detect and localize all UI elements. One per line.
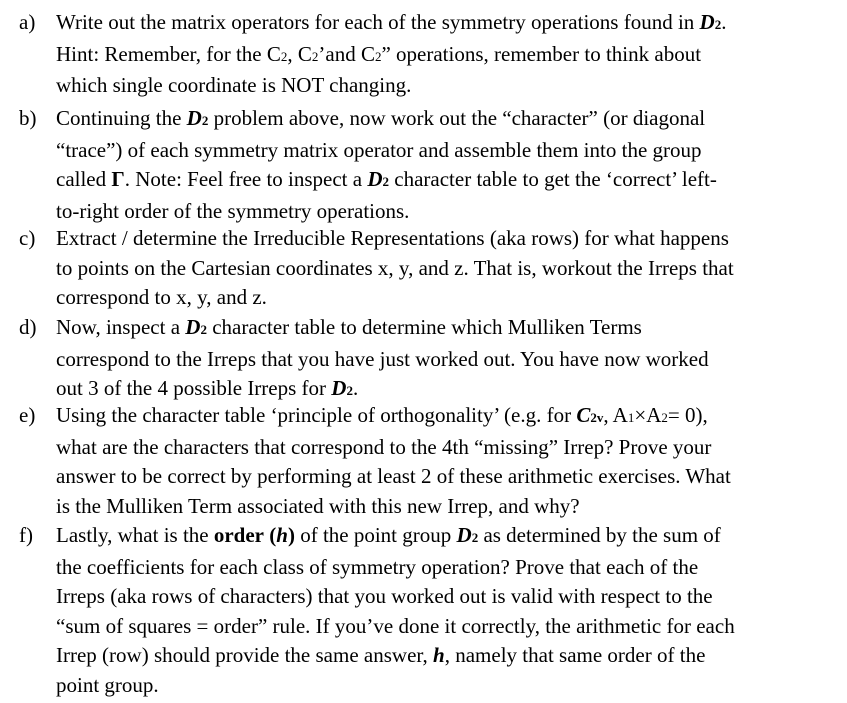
text-run: Extract / determine the Irreducible Representations (aka rows) for what happens [56, 226, 729, 250]
text-line [56, 462, 841, 492]
text-line [56, 104, 841, 136]
styled-text: D [331, 376, 347, 400]
text-line [56, 165, 841, 197]
text-run: out 3 of the 4 possible Irreps for [56, 376, 332, 400]
text-run: “trace”) of each symmetry matrix operator and assemble them into the group [56, 137, 702, 162]
text-run: Irreps (aka rows of characters) that you worked out is valid with respect to the [56, 584, 713, 608]
text-run: to-right order of the symmetry operations. [56, 198, 410, 223]
item-marker: b) [19, 106, 37, 130]
text-line [56, 254, 841, 284]
styled-text: D [185, 315, 201, 339]
text-run: . [352, 376, 359, 400]
text-line [56, 521, 841, 553]
text-run: is the Mulliken Term associated with this new Irrep, and why? [56, 493, 580, 518]
subscript: 2 [200, 322, 207, 337]
text-run: called [56, 167, 112, 191]
text-line [56, 612, 841, 642]
text-run: character table to determine which Mulliken Terms [206, 315, 642, 339]
text-run: ×A [634, 403, 662, 427]
styled-text: D [456, 523, 472, 547]
text-run: point group. [56, 672, 159, 697]
subscript: 2 [311, 48, 319, 64]
item-text [56, 313, 841, 406]
text-line [56, 553, 841, 583]
styled-text: h [433, 643, 445, 667]
text-line [56, 582, 841, 612]
item-marker: e) [19, 403, 36, 427]
item-marker: d) [19, 315, 37, 339]
text-run: Hint: Remember, for the C [56, 41, 281, 66]
styled-text: D [186, 106, 202, 130]
text-run: ” operations, remember to think about [381, 41, 702, 66]
subscript: 2 [374, 48, 382, 64]
styled-text: C [576, 403, 591, 427]
subscript: 2 [346, 383, 353, 398]
text-run: , namely that same order of the [444, 643, 706, 667]
text-line [56, 492, 841, 522]
text-run: Write out the matrix operators for each of the symmetry operations found in [56, 10, 700, 34]
subscript: 2 [382, 174, 390, 189]
text-run: which single coordinate is NOT changing. [56, 73, 412, 97]
item-text [56, 224, 841, 313]
text-line [56, 197, 841, 227]
text-line [56, 71, 841, 101]
text-run: = 0), [667, 403, 708, 427]
text-run: , A [603, 403, 628, 427]
subscript: 1 [627, 410, 635, 425]
styled-text: ) [287, 523, 295, 547]
text-run: Irrep (row) should provide the same answer, [56, 643, 434, 667]
text-line [56, 136, 841, 166]
item-text [56, 8, 841, 101]
item-marker: c) [19, 226, 36, 250]
styled-text: order [213, 523, 265, 547]
text-line [56, 641, 841, 671]
text-run: problem above, now work out the “character” (or diagonal [208, 106, 706, 130]
text-run: Continuing the [56, 106, 187, 130]
item-text [56, 104, 841, 226]
text-run: ’and C [318, 41, 375, 66]
styled-text: D [367, 167, 383, 191]
text-run: , C [287, 41, 312, 66]
text-run: Lastly, what is the [56, 523, 214, 547]
text-line [56, 224, 841, 254]
text-run: . Note: Feel free to inspect a [124, 167, 368, 191]
text-line [56, 433, 841, 463]
item-marker: a) [19, 10, 36, 34]
text-run: the coefficients for each class of symmetry operation? Prove that each of the [56, 554, 699, 579]
subscript: 2 [471, 530, 479, 545]
text-run: correspond to x, y, and z. [56, 285, 267, 309]
text-run: Now, inspect a [56, 315, 186, 339]
text-line [56, 671, 841, 701]
text-line [56, 40, 841, 72]
text-run: “sum of squares = order” rule. If you’ve done it correctly, the arithmetic for each [56, 613, 735, 638]
text-run: . [721, 10, 727, 34]
text-line [56, 8, 841, 40]
subscript: 2 [201, 113, 209, 128]
text-run: as determined by the sum of [478, 523, 721, 547]
text-line [56, 401, 841, 433]
styled-text: D [699, 10, 715, 34]
text-run: answer to be correct by performing at least 2 of these arithmetic exercises. What [56, 464, 731, 488]
subscript: 2 [714, 17, 722, 32]
text-run: to points on the Cartesian coordinates x, y, and z. That is, workout the Irreps that [56, 255, 734, 280]
styled-text: Γ [111, 167, 125, 191]
styled-text: h [276, 523, 288, 547]
subscript: 2 [280, 48, 288, 64]
subscript: 2 [661, 410, 668, 425]
text-run: character table to get the ‘correct’ left- [389, 167, 717, 191]
text-run: Using the character table ‘principle of orthogonality’ (e.g. for [56, 403, 577, 427]
text-run: what are the characters that correspond to the 4th “missing” Irrep? Prove your [56, 434, 712, 459]
text-line [56, 313, 841, 345]
item-text [56, 401, 841, 521]
text-line [56, 345, 841, 375]
item-text [56, 521, 841, 700]
text-run: correspond to the Irreps that you have just worked out. You have now worked [56, 346, 709, 371]
subscript: 2v [590, 410, 604, 425]
styled-text: ( [269, 523, 277, 547]
text-run: of the point group [294, 523, 457, 547]
text-line [56, 283, 841, 313]
item-marker: f) [19, 523, 33, 547]
